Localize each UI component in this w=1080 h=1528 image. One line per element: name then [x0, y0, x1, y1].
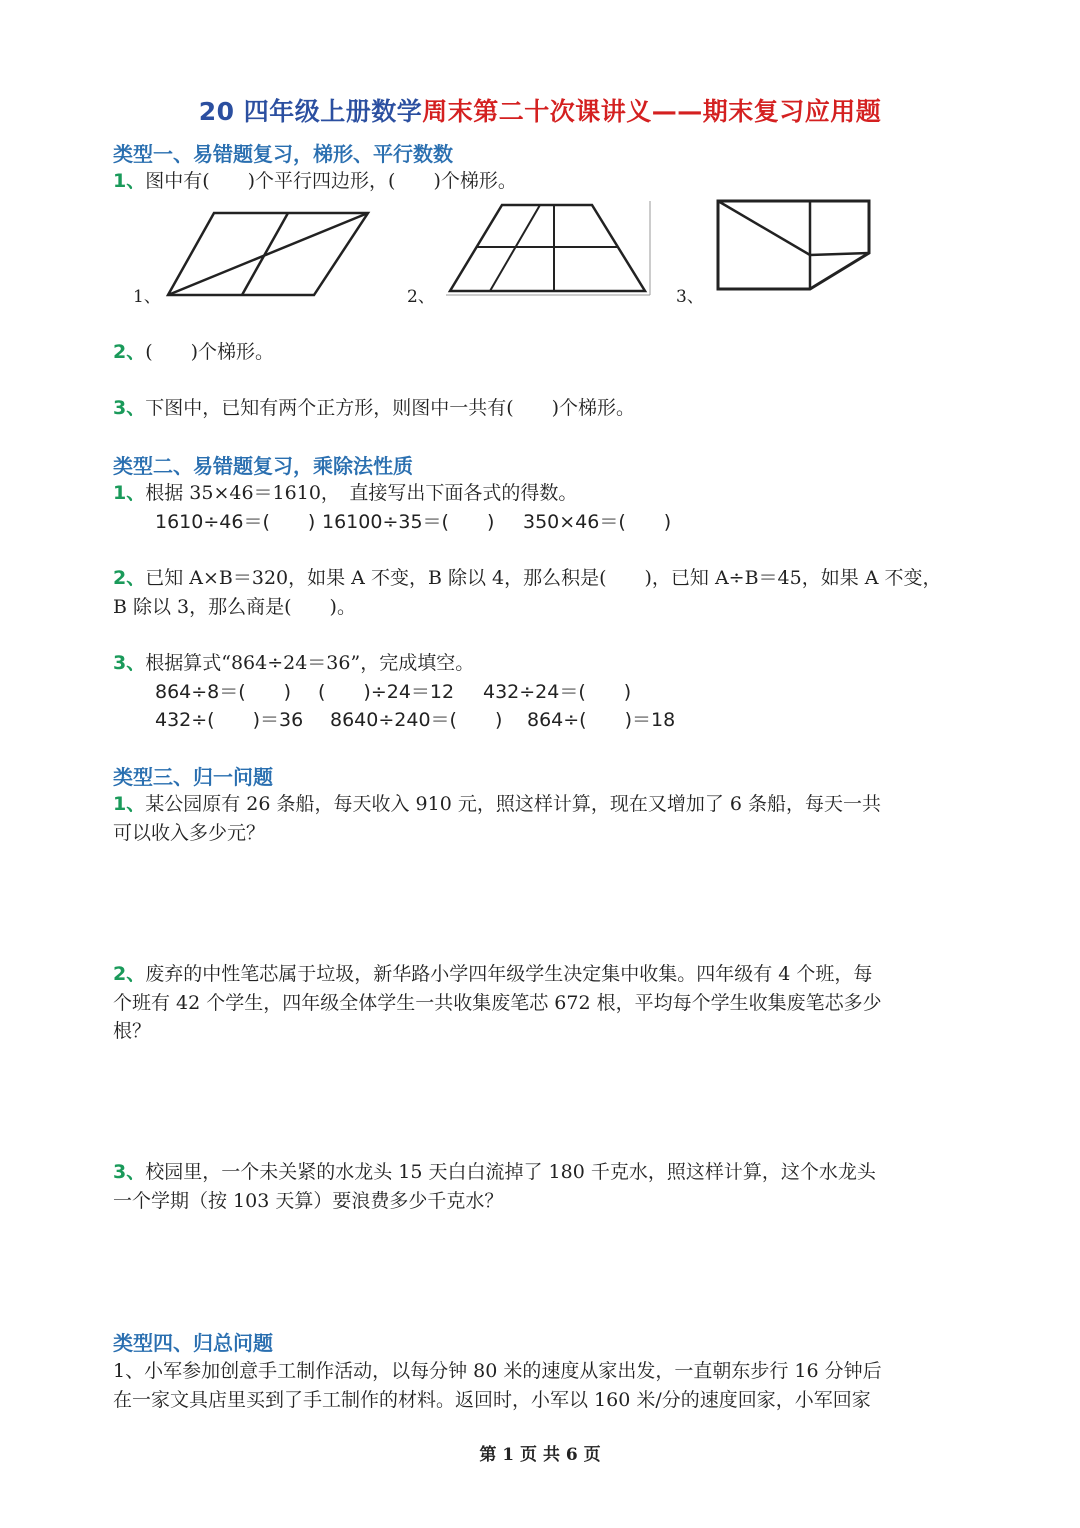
question-text-line-2: 个班有 42 个学生，四年级全体学生一共收集废笔芯 672 根，平均每个学生收集废笔芯多少: [113, 992, 882, 1014]
question-text: 图中有( )个平行四边形，( )个梯形。: [145, 170, 517, 192]
section-heading-type3: 类型三、归一问题: [113, 765, 273, 789]
question-type2-1: [113, 478, 577, 505]
expression: ( )÷24＝12: [318, 681, 455, 703]
expression: 432÷( )＝36: [155, 709, 304, 731]
question-number: 2、: [113, 341, 146, 363]
figure-label-1: 1、: [133, 287, 161, 307]
section-heading-type4: 类型四、归总问题: [113, 1331, 273, 1355]
question-type3-2: [113, 959, 872, 986]
question-number: 3、: [113, 1161, 146, 1183]
question-text-line-3: 根？: [113, 1020, 152, 1042]
expression: 8640÷240＝( ): [330, 709, 503, 731]
question-text-line-1: 校园里，一个未关紧的水龙头 15 天白白流掉了 180 千克水，照这样计算，这个水龙头: [145, 1161, 876, 1183]
question-text-line-1: 已知 A×B＝320，如果 A 不变，B 除以 4，那么积是( )，已知 A÷B＝45，如果 A 不变，: [145, 567, 942, 589]
figure-trapezoid: [440, 195, 660, 300]
figure-label-2: 2、: [407, 287, 435, 307]
question-text: 下图中，已知有两个正方形，则图中一共有( )个梯形。: [145, 397, 636, 419]
question-number: 1、: [113, 793, 146, 815]
page-footer: 第 1 页 共 6 页: [479, 1445, 601, 1465]
question-type2-3: [113, 648, 474, 675]
question-text: 根据算式“864÷24＝36”，完成填空。: [145, 652, 475, 674]
expression: 1610÷46＝( ): [155, 511, 316, 533]
question-number: 2、: [113, 567, 146, 589]
question-number: 2、: [113, 963, 146, 985]
question-number: 3、: [113, 652, 146, 674]
question-type1-3: [113, 393, 635, 420]
question-number: 1、: [113, 482, 146, 504]
question-text: 根据 35×46＝1610， 直接写出下面各式的得数。: [145, 482, 578, 504]
expression: 16100÷35＝( ): [322, 511, 495, 533]
question-text-line-2: 可以收入多少元？: [113, 822, 266, 844]
question-number: 1、: [113, 1360, 145, 1382]
question-type3-3: [113, 1157, 876, 1184]
question-type3-1: [113, 789, 881, 816]
figure-two-squares: [712, 195, 877, 297]
question-type1-1: [113, 166, 517, 193]
question-type4-1: [113, 1356, 882, 1383]
title-part-1: 20 四年级上册数学: [198, 97, 423, 126]
question-text-line-2: B 除以 3，那么商是( )。: [113, 596, 356, 618]
question-number: 1、: [113, 170, 146, 192]
section-heading-type1: 类型一、易错题复习，梯形、平行数数: [113, 142, 453, 166]
figure-label-3: 3、: [676, 287, 704, 307]
figure-parallelogram: [160, 205, 375, 301]
expression: 864÷( )＝18: [527, 709, 676, 731]
question-type1-2: [113, 337, 274, 364]
question-text-line-2: 一个学期（按 103 天算）要浪费多少千克水？: [113, 1190, 504, 1212]
expression: 432÷24＝( ): [483, 681, 632, 703]
question-text-line-1: 小军参加创意手工制作活动，以每分钟 80 米的速度从家出发，一直朝东步行 16 分钟后: [144, 1360, 882, 1382]
question-text-line-2: 在一家文具店里买到了手工制作的材料。返回时，小军以 160 米/分的速度回家，小军回家: [113, 1389, 871, 1411]
question-text: ( )个梯形。: [145, 341, 275, 363]
expression: 350×46＝( ): [523, 511, 672, 533]
expression: 864÷8＝( ): [155, 681, 292, 703]
question-text-line-1: 废弃的中性笔芯属于垃圾，新华路小学四年级学生决定集中收集。四年级有 4 个班，每: [145, 963, 873, 985]
question-number: 3、: [113, 397, 146, 419]
page-title: [0, 92, 1080, 128]
question-type2-2: [113, 563, 942, 590]
title-part-2: 周末第二十次课讲义——期末复习应用题: [422, 97, 882, 126]
section-heading-type2: 类型二、易错题复习，乘除法性质: [113, 454, 413, 478]
question-text-line-1: 某公园原有 26 条船，每天收入 910 元，照这样计算，现在又增加了 6 条船，每天一共: [145, 793, 882, 815]
